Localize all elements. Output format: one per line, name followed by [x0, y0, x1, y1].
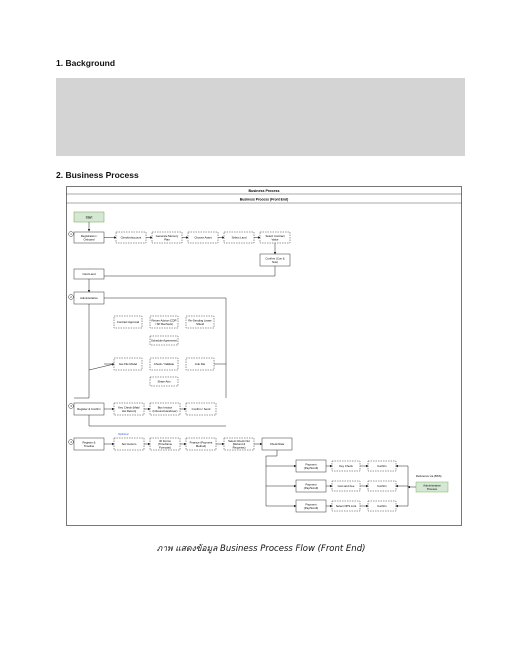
diagram-title: Business Process	[248, 189, 280, 193]
row3-step-1-label: Hot Return)	[121, 408, 137, 413]
figure-caption: ภาพ แสดงข้อมูล Business Process Flow (Front End)	[156, 544, 366, 554]
row4-step-0-label: Timeline	[83, 443, 95, 448]
section-heading-background: 1. Background	[56, 58, 116, 68]
payment-box-1-label: Payment	[305, 482, 317, 487]
payment-confirm-0-label: Confirm	[377, 464, 387, 469]
row1-step-5-label: Select Contract	[265, 233, 285, 238]
section-heading-business-process: 2. Business Process	[56, 170, 139, 180]
background-placeholder-box	[56, 78, 465, 156]
start-label: Start	[85, 215, 93, 220]
step-marker-label: 2	[70, 295, 72, 300]
admin-row1-1-label: Return Advice (CDP	[151, 318, 177, 323]
row1-step-4-label: Select Land	[231, 235, 247, 240]
row4-step-2-label: (Timeframe	[157, 442, 173, 447]
diagram-subtitle: Business Process (Front End)	[239, 197, 289, 202]
payment-box-2-label: (Pay/Scroll)	[303, 505, 319, 510]
row1-step-0-label: Registration /	[80, 233, 98, 238]
payment-box-0-label: Payment	[305, 462, 317, 467]
admin-row3-1-label: Check / Validate	[153, 362, 175, 367]
payment-detail-1-label: Cost and Fee	[337, 484, 355, 489]
row1-step-1-label: Checkin/account	[120, 235, 142, 240]
row3-step-2-label: Bus Invoice	[157, 405, 173, 410]
external-process-box-label: Process	[426, 486, 438, 491]
row1-step-2-label: Plan	[164, 237, 170, 242]
row4-step-2-label: ID Forms	[159, 438, 171, 443]
admin-row1-1-label: / SP Recheck)	[155, 321, 173, 326]
payment-box-1-label: (Pay/Scroll)	[303, 485, 319, 490]
step-marker-label: 1	[70, 232, 72, 237]
payment-detail-2-label: Select OPS Link	[335, 504, 357, 509]
row4-step-0-label: Register &	[82, 440, 96, 445]
row1-step-2-label: Generate Memory	[155, 233, 179, 238]
admin-box-label: Administration	[80, 296, 98, 301]
row4-step-4-label: Requests)	[232, 445, 246, 450]
row3-step-2-label: (Inbound Handover)	[152, 408, 178, 413]
row3-step-3-label: Confirm / Send	[191, 407, 211, 412]
payment-confirm-2-label: Confirm	[377, 504, 387, 509]
admin-row1-2-label: Shield	[196, 321, 204, 326]
admin-row3-0-label: Get File Model	[118, 362, 138, 367]
external-process-box-label: Administrative	[423, 483, 441, 488]
payment-box-2-label: Payment	[305, 502, 317, 507]
admin-row3-2-label: Link File	[194, 362, 206, 367]
row4-step-4-label: Select Check Out	[228, 438, 250, 443]
payment-detail-0-label: Key Check	[339, 464, 353, 469]
step-marker-label: 3	[70, 404, 72, 409]
row1-step-5-label: Value	[271, 237, 279, 242]
row1-step-3-label: Choose Asset	[194, 235, 212, 240]
row4-step-2-label: Forecast)	[159, 445, 171, 450]
payment-confirm-1-label: Confirm	[377, 484, 387, 489]
card-land-box-label: Card Land	[82, 272, 96, 277]
confirm-box-label: Confirm (Con &	[265, 256, 285, 261]
row3-step-1-label: Key Check (Matt/	[118, 405, 140, 410]
row4-step-5-label: Check Rate	[269, 442, 285, 447]
optional-label: Optional	[118, 432, 129, 436]
row1-step-0-label: Onboard	[83, 237, 95, 242]
external-ref-label: Reference via (BSS)	[416, 474, 442, 478]
admin-share-label: Share Attn	[157, 379, 171, 384]
row3-step-0-label: Register & Confirm	[77, 407, 101, 412]
admin-row1-0-label: Contract Approval	[116, 320, 140, 325]
admin-row1-2-label: Re-Sending Lease	[188, 318, 212, 323]
row4-step-4-label: (Refund &	[232, 442, 246, 447]
payment-box-0-label: (Pay/Scroll)	[303, 465, 319, 470]
confirm-box-label: Nok)	[272, 259, 278, 264]
business-process-diagram	[66, 186, 462, 526]
row4-step-3-label: Finance (Payment	[189, 440, 213, 445]
step-marker-label: 4	[70, 440, 72, 445]
admin-schedule-label: Schedule Agreement	[151, 338, 177, 343]
row4-step-3-label: Method)	[195, 443, 207, 448]
row4-step-1-label: Set Custom	[121, 442, 137, 447]
